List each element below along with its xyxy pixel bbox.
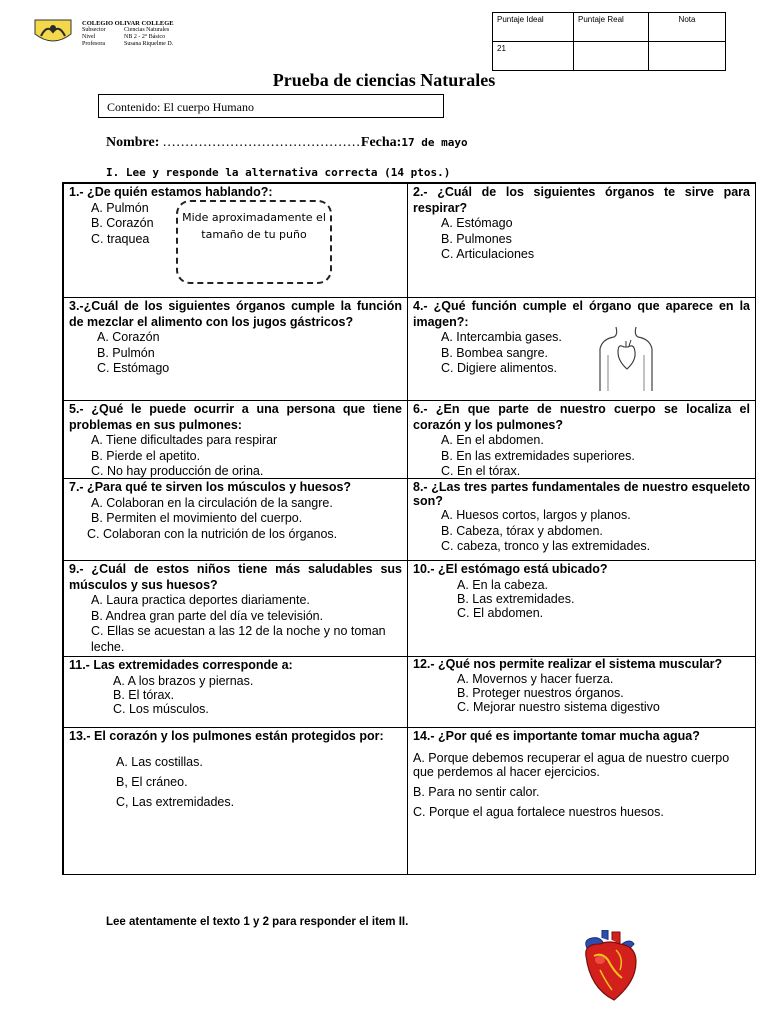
option[interactable]: B. Para no sentir calor.: [413, 784, 540, 799]
question-text: 6.- ¿En que parte de nuestro cuerpo se localiza el corazón y los pulmones?: [413, 402, 750, 432]
option[interactable]: A. Corazón: [97, 330, 160, 344]
option[interactable]: A. Colaboran en la circulación de la sangre.: [91, 495, 333, 510]
question-text: 9.- ¿Cuál de estos niños tiene más saludables sus músculos y sus huesos?: [69, 562, 402, 592]
option[interactable]: A. Movernos y hacer fuerza.: [457, 671, 614, 686]
option[interactable]: A. Porque debemos recuperar el agua de nuestro cuerpo que perdemos al hacer ejercicios.: [413, 750, 730, 779]
option[interactable]: C, Las extremidades.: [116, 794, 235, 809]
question-cell: [63, 297, 408, 401]
option[interactable]: A. A los brazos y piernas.: [113, 673, 254, 688]
school-name: COLEGIO OLIVAR COLLEGE: [82, 20, 174, 27]
option[interactable]: C. No hay producción de orina.: [91, 464, 264, 478]
option[interactable]: B. En las extremidades superiores.: [441, 448, 635, 463]
heart-icon: [578, 930, 642, 1002]
name-label: Nombre:: [106, 135, 160, 150]
question-cell: [63, 727, 408, 875]
option[interactable]: C. Porque el agua fortalece nuestros huesos.: [413, 804, 664, 819]
option[interactable]: A. Intercambia gases.: [441, 330, 562, 344]
option[interactable]: B. Corazón: [91, 216, 154, 230]
option[interactable]: C. traquea: [91, 231, 150, 246]
question-text: 12.- ¿Qué nos permite realizar el sistema muscular?: [413, 657, 723, 671]
option[interactable]: C. Los músculos.: [113, 701, 209, 716]
option[interactable]: B. Cabeza, tórax y abdomen.: [441, 523, 603, 538]
score-table: [492, 12, 726, 71]
question-text: 11.- Las extremidades corresponde a:: [69, 658, 293, 672]
score-header-ideal: Puntaje Ideal: [493, 13, 574, 42]
option[interactable]: B. Bombea sangre.: [441, 345, 549, 360]
option[interactable]: A. Huesos cortos, largos y planos.: [441, 508, 631, 522]
option[interactable]: B, El cráneo.: [116, 774, 188, 789]
question-text: 10.- ¿El estómago está ubicado?: [413, 562, 608, 576]
option[interactable]: B. Pulmones: [441, 231, 512, 246]
date-value: 17 de mayo: [401, 136, 468, 149]
question-cell: [63, 400, 408, 479]
option[interactable]: A. Pulmón: [91, 200, 149, 215]
name-field[interactable]: ............................................: [162, 135, 361, 150]
option[interactable]: B. El tórax.: [113, 687, 175, 702]
info-value: Susana Riquelme D.: [124, 41, 174, 47]
info-value: NB 2 - 2° Básico: [124, 34, 166, 40]
torso-heart-icon: [596, 325, 656, 393]
hint-bubble: Mide aproximadamente el tamaño de tu puño: [176, 200, 332, 284]
question-cell: [407, 727, 756, 875]
question-text: 14.- ¿Por qué es importante tomar mucha agua?: [413, 729, 700, 743]
option[interactable]: C. El abdomen.: [457, 605, 544, 620]
option[interactable]: C. cabeza, tronco y las extremidades.: [441, 539, 651, 553]
info-key: Nivel: [82, 34, 96, 40]
question-text: 8.- ¿Las tres partes fundamentales de nuestro esqueleto son?: [413, 480, 750, 508]
info-key: Profesora: [82, 41, 105, 47]
option[interactable]: A. Estómago: [441, 216, 513, 230]
question-grid: [62, 182, 756, 875]
option[interactable]: C. En el tórax.: [441, 464, 521, 478]
question-cell: [407, 656, 756, 728]
question-cell: [407, 183, 756, 298]
question-cell: [63, 560, 408, 657]
school-info: [82, 20, 174, 48]
option[interactable]: A. Tiene dificultades para respirar: [91, 433, 278, 447]
question-cell: [407, 297, 756, 401]
option[interactable]: C. Ellas se acuestan a las 12 de la noche y no toman leche.: [91, 624, 386, 654]
option[interactable]: A. En la cabeza.: [457, 577, 549, 592]
option[interactable]: A. Laura practica deportes diariamente.: [91, 593, 310, 607]
question-text: 4.- ¿Qué función cumple el órgano que aparece en la imagen?:: [413, 299, 750, 329]
question-text: 3.-¿Cuál de los siguientes órganos cumple la función de mezclar el alimento con los jugos gástricos?: [69, 299, 402, 329]
school-logo: [33, 18, 73, 48]
info-key: Subsector: [82, 27, 106, 33]
question-cell: [63, 656, 408, 728]
option[interactable]: B. Las extremidades.: [457, 591, 575, 606]
option[interactable]: B. Pulmón: [97, 345, 155, 360]
option[interactable]: C. Mejorar nuestro sistema digestivo: [457, 699, 660, 714]
score-header-nota: Nota: [649, 13, 726, 42]
question-cell: [63, 478, 408, 561]
question-text: 2.- ¿Cuál de los siguientes órganos te sirve para respirar?: [413, 185, 750, 215]
content-box: Contenido: El cuerpo Humano: [98, 94, 444, 118]
score-header-real: Puntaje Real: [574, 13, 649, 42]
name-line: [106, 135, 468, 151]
option[interactable]: C. Digiere alimentos.: [441, 361, 558, 375]
question-text: 13.- El corazón y los pulmones están protegidos por:: [69, 729, 384, 743]
question-text: 7.- ¿Para qué te sirven los músculos y huesos?: [69, 480, 352, 494]
question-cell: [407, 560, 756, 657]
question-cell: [407, 478, 756, 561]
question-text: 1.- ¿De quién estamos hablando?:: [69, 185, 273, 199]
question-text: 5.- ¿Qué le puede ocurrir a una persona que tiene problemas en sus pulmones:: [69, 402, 402, 432]
footer-instruction: Lee atentamente el texto 1 y 2 para responder el item II.: [106, 916, 409, 928]
option[interactable]: B. Proteger nuestros órganos.: [457, 685, 624, 700]
option[interactable]: B. Pierde el apetito.: [91, 448, 201, 463]
score-ideal-value: 21: [493, 42, 574, 71]
option[interactable]: A. En el abdomen.: [441, 433, 544, 447]
score-nota-value[interactable]: [649, 42, 726, 71]
info-value: Ciencias Naturales: [124, 27, 170, 33]
option[interactable]: B. Andrea gran parte del día ve televisión.: [91, 608, 324, 623]
option[interactable]: C. Estómago: [97, 361, 170, 375]
option[interactable]: C. Articulaciones: [441, 247, 535, 261]
question-cell: [407, 400, 756, 479]
date-label: Fecha:: [360, 135, 402, 150]
page-title: Prueba de ciencias Naturales: [272, 70, 496, 90]
option[interactable]: C. Colaboran con la nutrición de los órganos.: [87, 526, 338, 541]
option[interactable]: A. Las costillas.: [116, 754, 203, 769]
option[interactable]: B. Permiten el movimiento del cuerpo.: [91, 511, 303, 525]
section-title: I. Lee y responde la alternativa correcta (14 ptos.): [106, 166, 451, 179]
score-real-value[interactable]: [574, 42, 649, 71]
